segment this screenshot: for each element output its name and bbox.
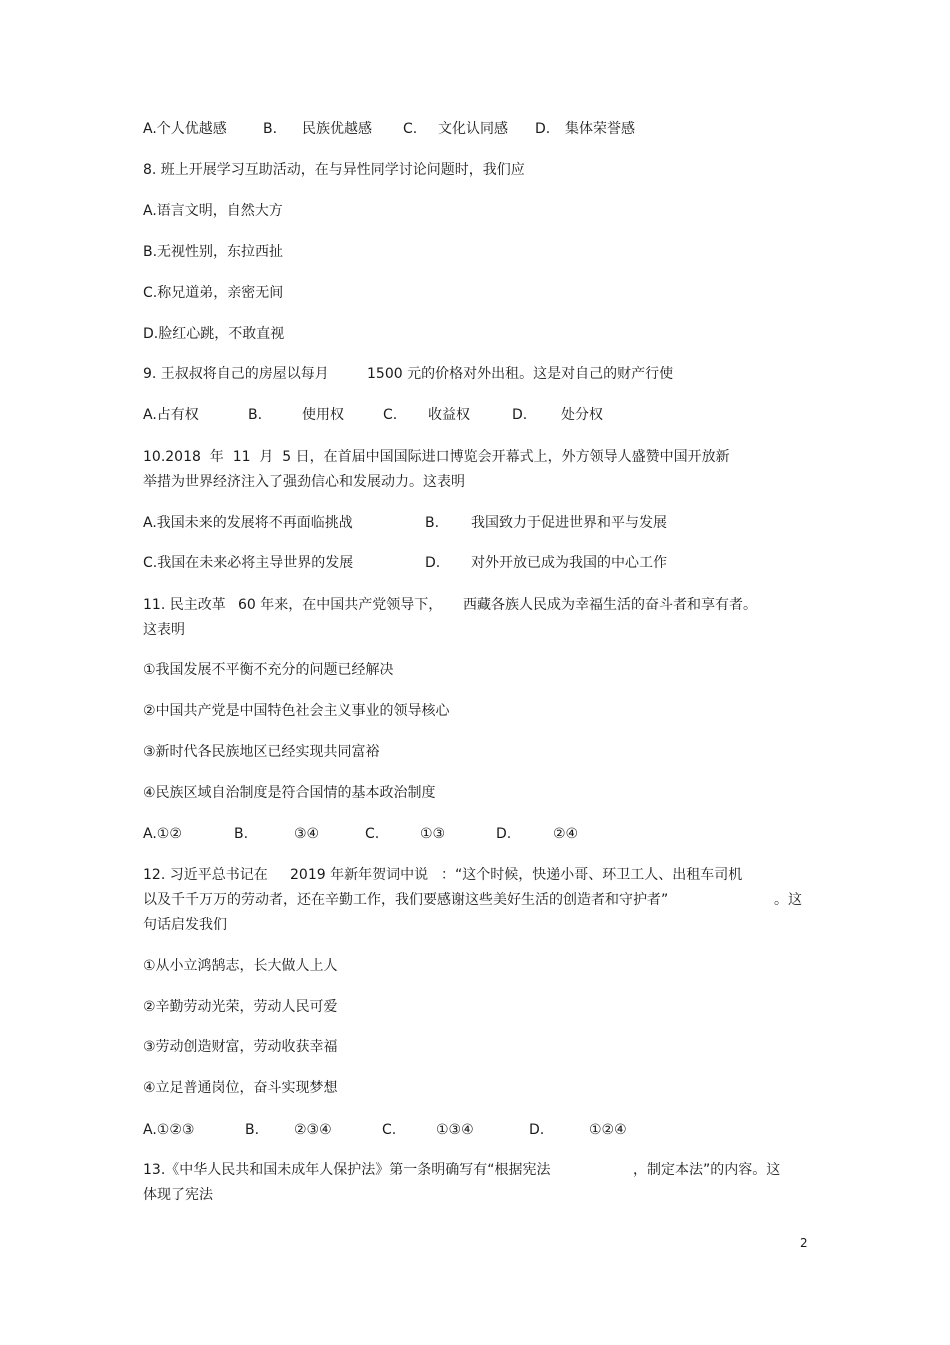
q11-stem-part3: 西藏各族人民成为幸福生活的奋斗者和享有者。 [463, 597, 757, 613]
q12-stem-line2: 以及千千万万的劳动者，还在辛勤工作，我们要感谢这些美好生活的创造者和守护者” [143, 892, 669, 908]
q12-option-b-letter: B. [245, 1122, 260, 1138]
q9-option-b: 使用权 [302, 407, 344, 423]
q10-option-b-letter: B. [425, 515, 440, 531]
q13-stem-line2: 体现了宪法 [143, 1187, 213, 1203]
page-number: 2 [800, 1236, 808, 1250]
q9-option-b-letter: B. [248, 407, 263, 423]
q10-stem-line1: 10.2018 年 11 月 5 日，在首届中国国际进口博览会开幕式上，外方领导人盛赞中国开放新 [143, 449, 730, 465]
q12-stem-part2: 2019 年新年贺词中说 [290, 867, 429, 883]
q12-stem-line2-end: 。这 [774, 892, 802, 908]
q9-option-c: 收益权 [428, 407, 470, 423]
q11-option-c: ①③ [420, 826, 446, 842]
q11-stem-part1: 11. 民主改革 [143, 597, 226, 613]
q11-option-d-letter: D. [496, 826, 512, 842]
q12-option-d: ①②④ [589, 1122, 627, 1138]
q10-option-c: C.我国在未来必将主导世界的发展 [143, 555, 354, 571]
q12-stem-part1: 12. 习近平总书记在 [143, 867, 268, 883]
q7-option-c: 文化认同感 [438, 121, 508, 137]
q11-option-b: ③④ [294, 826, 320, 842]
q11-stem-part2: 60 年来，在中国共产党领导下， [238, 597, 443, 613]
q9-stem-part2: 1500 元的价格对外出租。这是对自己的财产行使 [367, 366, 674, 382]
q12-option-b: ②③④ [294, 1122, 332, 1138]
q7-option-b-letter: B. [263, 121, 278, 137]
q12-option-c: ①③④ [436, 1122, 474, 1138]
q12-option-d-letter: D. [529, 1122, 545, 1138]
q7-option-c-letter: C. [403, 121, 418, 137]
q12-stem-line3: 句话启发我们 [143, 917, 227, 933]
q11-option-b-letter: B. [234, 826, 249, 842]
q8-option-b: B.无视性别，东拉西扯 [143, 244, 284, 260]
q9-option-c-letter: C. [383, 407, 398, 423]
q7-option-d-letter: D. [535, 121, 551, 137]
q12-statement-1: ①从小立鸿鹄志，长大做人上人 [143, 958, 338, 974]
q10-option-b: 我国致力于促进世界和平与发展 [471, 515, 667, 531]
q10-option-d-letter: D. [425, 555, 441, 571]
q12-statement-4: ④立足普通岗位，奋斗实现梦想 [143, 1080, 338, 1096]
q11-option-d: ②④ [553, 826, 579, 842]
q11-option-c-letter: C. [365, 826, 380, 842]
q10-option-a: A.我国未来的发展将不再面临挑战 [143, 515, 353, 531]
q10-option-d: 对外开放已成为我国的中心工作 [471, 555, 667, 571]
q12-option-a: A.①②③ [143, 1122, 195, 1138]
q8-option-d: D.脸红心跳，不敢直视 [143, 326, 285, 342]
q9-option-d-letter: D. [512, 407, 528, 423]
q7-option-b: 民族优越感 [302, 121, 372, 137]
q11-option-a: A.①② [143, 826, 182, 842]
q8-option-a: A.语言文明，自然大方 [143, 203, 283, 219]
q9-stem-part1: 9. 王叔叔将自己的房屋以每月 [143, 366, 329, 382]
q12-stem-part3: ：“这个时候，快递小哥、环卫工人、出租车司机 [441, 867, 743, 883]
q11-stem-line2: 这表明 [143, 622, 185, 638]
q9-option-a: A.占有权 [143, 407, 199, 423]
q8-option-c: C.称兄道弟，亲密无间 [143, 285, 284, 301]
q9-option-d: 处分权 [561, 407, 603, 423]
q13-stem-part1: 13.《中华人民共和国未成年人保护法》第一条明确写有“根据宪法 [143, 1162, 551, 1178]
q7-option-d: 集体荣誉感 [565, 121, 635, 137]
q10-stem-line2: 举措为世界经济注入了强劲信心和发展动力。这表明 [143, 474, 465, 490]
q7-option-a: A.个人优越感 [143, 121, 227, 137]
q11-statement-1: ①我国发展不平衡不充分的问题已经解决 [143, 662, 394, 678]
q12-statement-3: ③劳动创造财富，劳动收获幸福 [143, 1039, 338, 1055]
q11-statement-4: ④民族区域自治制度是符合国情的基本政治制度 [143, 785, 436, 801]
q11-statement-2: ②中国共产党是中国特色社会主义事业的领导核心 [143, 703, 450, 719]
q11-statement-3: ③新时代各民族地区已经实现共同富裕 [143, 744, 380, 760]
q13-stem-part2: ，制定本法”的内容。这 [633, 1162, 781, 1178]
q12-statement-2: ②辛勤劳动光荣，劳动人民可爱 [143, 999, 338, 1015]
q8-stem: 8. 班上开展学习互助活动，在与异性同学讨论问题时，我们应 [143, 162, 525, 178]
q12-option-c-letter: C. [382, 1122, 397, 1138]
